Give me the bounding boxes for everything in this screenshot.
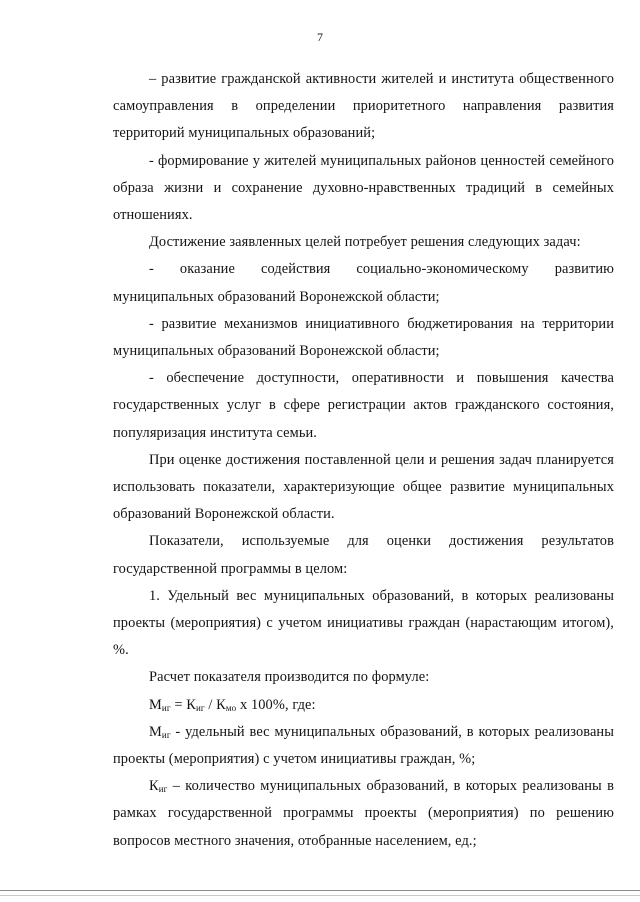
scan-bottom-edge: [0, 890, 640, 891]
formula-tail: х 100%, где:: [236, 696, 316, 713]
formula-equals: =: [170, 696, 187, 713]
paragraph-formula-intro: Расчет показателя производится по формуле:: [149, 669, 430, 686]
definition-k-ig-text: – количество муниципальных образований, в которых реализованы в рамках государственной программы проекты (мероприятия) по решению вопросов местного значения, отобранные населением, ед.;: [113, 778, 614, 849]
document-body: [113, 66, 614, 855]
definition-k-ig-symbol: К: [149, 778, 159, 795]
paragraph-task-civil-registry: - обеспечение доступности, оперативности и повышения качества государственных услуг в сфере регистрации актов гражданского состояния, популяризация института семьи.: [113, 370, 614, 441]
paragraph-indicators-intro: Показатели, используемые для оценки достижения результатов государственной программы в целом:: [113, 533, 614, 577]
paragraph-goal-civic-activity: – развитие гражданской активности жителей и института общественного самоуправления в определении приоритетного направления развития территорий муниципальных образований;: [113, 71, 614, 142]
definition-m-ig-text: - удельный вес муниципальных образований, в которых реализованы проекты (мероприятия) с учетом инициативы граждан, %;: [113, 723, 614, 768]
formula-k-mo-symbol: К: [216, 696, 226, 713]
paragraph-indicators-plan: При оценке достижения поставленной цели и решения задач планируется использовать показатели, характеризующие общее развитие муниципальных образований Воронежской области.: [113, 451, 614, 523]
formula-divide: /: [204, 696, 217, 713]
formula-m-symbol: М: [149, 696, 162, 713]
formula-k-ig-symbol: К: [186, 696, 196, 713]
formula-m-subscript: иг: [161, 702, 171, 713]
formula-k-ig-subscript: иг: [195, 702, 205, 713]
paragraph-goal-family-values: - формирование у жителей муниципальных районов ценностей семейного образа жизни и сохранение духовно-нравственных традиций в семейных отношениях.: [113, 152, 614, 224]
formula-k-mo-subscript: мо: [225, 702, 237, 713]
paragraph-task-budgeting: - развитие механизмов инициативного бюджетирования на территории муниципальных образований Воронежской области;: [113, 315, 614, 360]
paragraph-tasks-intro: Достижение заявленных целей потребует решения следующих задач:: [149, 234, 581, 251]
definition-k-ig: [113, 773, 614, 855]
page-number: 7: [317, 30, 323, 44]
definition-m-ig-subscript: иг: [161, 729, 171, 740]
paragraph-task-socioeconomic: - оказание содействия социально-экономическому развитию муниципальных образований Воронежской области;: [113, 261, 614, 305]
scan-bottom-edge-shadow: [0, 895, 640, 896]
definition-m-ig-symbol: М: [149, 723, 162, 740]
formula: [113, 692, 614, 719]
definition-m-ig: [113, 719, 614, 773]
definition-k-ig-subscript: иг: [158, 784, 168, 795]
paragraph-indicator-1: 1. Удельный вес муниципальных образований, в которых реализованы проекты (мероприятия) с учетом инициативы граждан (нарастающим итогом), %.: [113, 587, 614, 659]
